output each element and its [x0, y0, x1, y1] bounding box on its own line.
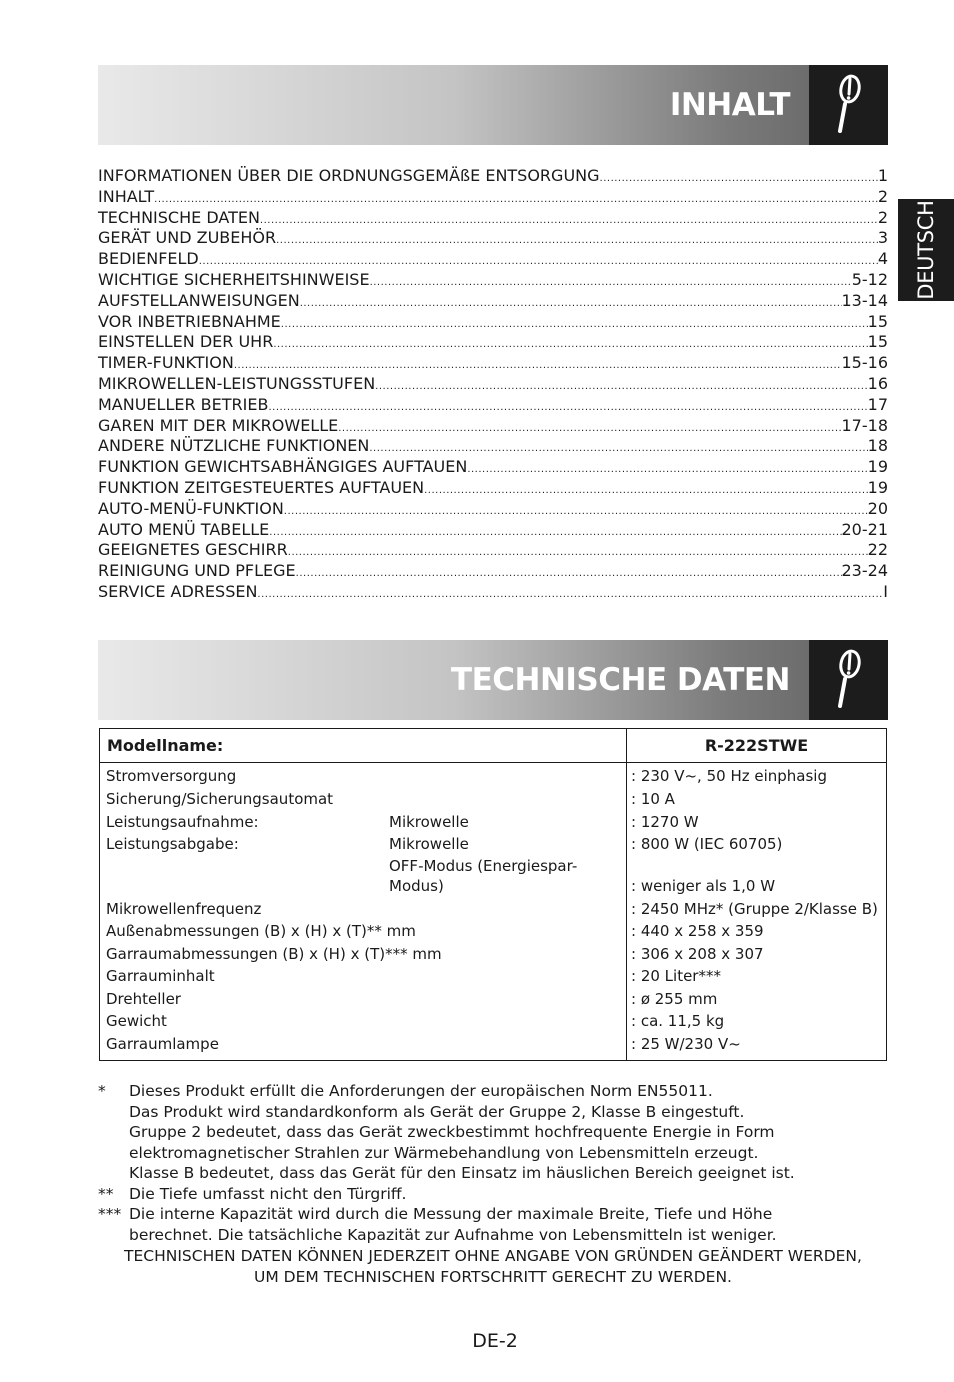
technische-daten-title: TECHNISCHE DATEN	[450, 662, 790, 698]
info-exclamation-icon	[809, 65, 888, 145]
toc-entry	[98, 457, 888, 478]
header-divider	[100, 762, 886, 763]
spec-label: Gewicht	[106, 1012, 167, 1030]
toc-entry-label: WICHTIGE SICHERHEITSHINWEISE	[98, 269, 370, 289]
toc-leader-dots	[424, 481, 868, 502]
toc-entry-page: 2	[877, 186, 888, 206]
footnote	[98, 1081, 888, 1184]
spec-sublabel: Mikrowelle	[389, 835, 469, 853]
spec-row	[100, 1035, 886, 1057]
toc-entry	[98, 187, 888, 208]
toc-entry-page: 20	[867, 498, 888, 518]
spec-row	[100, 857, 886, 879]
spec-value: : 230 V~, 50 Hz einphasig	[631, 767, 827, 785]
toc-entry-page: 16	[867, 373, 888, 393]
spec-sublabel: OFF-Modus (Energiespar-	[389, 857, 578, 875]
toc-entry	[98, 270, 888, 291]
toc-entry	[98, 228, 888, 249]
toc-leader-dots	[257, 585, 883, 606]
toc-entry-label: FUNKTION ZEITGESTEUERTES AUFTAUEN	[98, 477, 425, 497]
toc-leader-dots	[467, 460, 867, 481]
spec-value: : ca. 11,5 kg	[631, 1012, 725, 1030]
toc-entry	[98, 499, 888, 520]
toc-entry-page: 23-24	[841, 561, 888, 581]
footnote-line: Klasse B bedeutet, dass das Gerät für den Einsatz im häuslichen Bereich geeignet ist.	[129, 1164, 795, 1182]
language-tab	[898, 199, 954, 301]
toc-entry	[98, 561, 888, 582]
spec-value: : 306 x 208 x 307	[631, 945, 764, 963]
toc-entry	[98, 436, 888, 457]
toc-leader-dots	[284, 502, 868, 523]
footnote-line: Dieses Produkt erfüllt die Anforderungen der europäischen Norm EN55011.	[129, 1082, 713, 1100]
spec-row	[100, 967, 886, 989]
spec-label: Garrauminhalt	[106, 967, 215, 985]
spec-value: : 20 Liter***	[631, 967, 721, 985]
spec-table	[99, 728, 887, 1061]
spec-row	[100, 1012, 886, 1034]
toc-entry-label: FUNKTION GEWICHTSABHÄNGIGES AUFTAUEN	[98, 457, 468, 477]
toc-leader-dots	[288, 543, 868, 564]
toc-entry	[98, 166, 888, 187]
toc-entry-label: MANUELLER BETRIEB	[98, 394, 269, 414]
disclaimer-line: UM DEM TECHNISCHEN FORTSCHRITT GERECHT ZU WERDEN.	[254, 1267, 732, 1286]
spec-label: Drehteller	[106, 990, 181, 1008]
toc-entry-page: 13-14	[841, 290, 888, 310]
toc-leader-dots	[296, 564, 842, 585]
spec-row	[100, 877, 886, 899]
disclaimer	[98, 1246, 888, 1287]
toc-entry-page: 18	[867, 436, 888, 456]
toc-entry-label: INHALT	[98, 186, 155, 206]
info-exclamation-icon	[809, 640, 888, 720]
toc-entry	[98, 582, 888, 603]
toc-entry	[98, 353, 888, 374]
toc-entry	[98, 416, 888, 437]
spec-value: : 25 W/230 V~	[631, 1035, 741, 1053]
spec-value: : 1270 W	[631, 813, 699, 831]
spec-label: Außenabmessungen (B) x (H) x (T)** mm	[106, 922, 416, 940]
spec-sublabel: Mikrowelle	[389, 813, 469, 831]
toc-entry-page: 4	[877, 249, 888, 269]
toc-leader-dots	[375, 377, 867, 398]
toc-entry-label: INFORMATIONEN ÜBER DIE ORDNUNGSGEMÄßE ENTSORGUNG	[98, 166, 600, 185]
spec-label: Leistungsabgabe:	[106, 835, 239, 853]
toc-entry-label: SERVICE ADRESSEN	[98, 581, 258, 601]
footnote-marker: **	[98, 1184, 114, 1203]
spec-value: : 800 W (IEC 60705)	[631, 835, 783, 853]
toc-leader-dots	[269, 523, 841, 544]
spec-value: : 10 A	[631, 790, 675, 808]
spec-row	[100, 790, 886, 812]
spec-label: Mikrowellenfrequenz	[106, 900, 262, 918]
toc-entry	[98, 395, 888, 416]
toc-entry	[98, 291, 888, 312]
toc-entry-page: 2	[877, 207, 888, 227]
toc-entry-page: 15-16	[841, 353, 888, 373]
toc-entry-page: 15	[867, 332, 888, 352]
toc-entry-page: 5-12	[851, 269, 888, 289]
footnote-line: Die interne Kapazität wird durch die Messung der maximale Breite, Tiefe und Höhe	[129, 1205, 773, 1223]
footnote-line: berechnet. Die tatsächliche Kapazität zur Aufnahme von Lebensmitteln ist weniger.	[129, 1225, 777, 1244]
toc-entry-label: AUTO-MENÜ-FUNKTION	[98, 498, 284, 518]
footnote-line: Die Tiefe umfasst nicht den Türgriff.	[129, 1184, 407, 1203]
toc-entry	[98, 520, 888, 541]
table-of-contents	[98, 166, 888, 603]
footnotes	[98, 1081, 888, 1245]
toc-entry-label: AUFSTELLANWEISUNGEN	[98, 290, 300, 310]
spec-row	[100, 900, 886, 922]
toc-leader-dots	[276, 231, 878, 252]
page-number: DE-2	[472, 1330, 518, 1352]
toc-entry-label: BEDIENFELD	[98, 249, 199, 269]
spec-label: Garraumabmessungen (B) x (H) x (T)*** mm	[106, 945, 442, 963]
spec-sublabel: Modus)	[389, 877, 444, 895]
toc-leader-dots	[273, 335, 867, 356]
toc-entry-page: 19	[867, 477, 888, 497]
spec-row	[100, 835, 886, 857]
toc-leader-dots	[154, 190, 878, 211]
toc-entry-label: GEEIGNETES GESCHIRR	[98, 540, 288, 560]
spec-value: : weniger als 1,0 W	[631, 877, 776, 895]
toc-leader-dots	[300, 294, 842, 315]
toc-entry-label: REINIGUNG UND PFLEGE	[98, 561, 296, 581]
spec-value: : ø 255 mm	[631, 990, 718, 1008]
spec-label: Sicherung/Sicherungsautomat	[106, 790, 334, 808]
inhalt-header-banner	[98, 65, 888, 145]
technische-daten-header-banner	[98, 640, 888, 720]
toc-entry-label: GERÄT UND ZUBEHÖR	[98, 228, 277, 248]
spec-value: : 440 x 258 x 359	[631, 922, 764, 940]
toc-entry-page: 3	[877, 228, 888, 248]
footnote	[98, 1204, 888, 1245]
spec-row	[100, 945, 886, 967]
toc-entry-label: TIMER-FUNKTION	[98, 353, 234, 373]
toc-entry-page: 19	[867, 457, 888, 477]
footnote-line: Das Produkt wird standardkonform als Gerät der Gruppe 2, Klasse B eingestuft.	[129, 1102, 745, 1121]
spec-label: Garraumlampe	[106, 1035, 219, 1053]
toc-entry-page: I	[883, 581, 888, 601]
toc-entry	[98, 312, 888, 333]
spec-row	[100, 813, 886, 835]
toc-entry	[98, 374, 888, 395]
toc-entry	[98, 332, 888, 353]
toc-leader-dots	[370, 273, 852, 294]
toc-entry-page: 17-18	[841, 415, 888, 435]
spec-label: Stromversorgung	[106, 767, 237, 785]
toc-entry	[98, 540, 888, 561]
toc-leader-dots	[600, 169, 878, 190]
toc-entry	[98, 478, 888, 499]
disclaimer-line: TECHNISCHEN DATEN KÖNNEN JEDERZEIT OHNE ANGABE VON GRÜNDEN GEÄNDERT WERDEN,	[124, 1247, 862, 1265]
footnote-text	[129, 1204, 888, 1245]
model-label: Modellname:	[107, 736, 224, 755]
footnote-line: Gruppe 2 bedeutet, dass das Gerät zweckbestimmt hochfrequente Energie in Form	[129, 1123, 775, 1141]
toc-entry-label: TECHNISCHE DATEN	[98, 207, 260, 227]
footnote-text	[129, 1184, 888, 1205]
toc-entry-page: 22	[867, 540, 888, 560]
toc-leader-dots	[260, 211, 878, 232]
toc-entry-page: 20-21	[841, 519, 888, 539]
toc-leader-dots	[338, 419, 841, 440]
toc-entry-page: 1	[877, 166, 888, 185]
spec-value: : 2450 MHz* (Gruppe 2/Klasse B)	[631, 900, 878, 918]
toc-entry-page: 17	[867, 394, 888, 414]
toc-entry-label: EINSTELLEN DER UHR	[98, 332, 274, 352]
toc-entry	[98, 249, 888, 270]
toc-entry-label: GAREN MIT DER MIKROWELLE	[98, 415, 339, 435]
toc-entry-label: ANDERE NÜTZLICHE FUNKTIONEN	[98, 436, 370, 456]
footnote	[98, 1184, 888, 1205]
footnote-line: elektromagnetischer Strahlen zur Wärmebehandlung von Lebensmitteln erzeugt.	[129, 1143, 759, 1162]
spec-row	[100, 767, 886, 789]
inhalt-title: INHALT	[669, 87, 790, 123]
toc-leader-dots	[281, 315, 868, 336]
toc-entry-label: MIKROWELLEN-LEISTUNGSSTUFEN	[98, 373, 376, 393]
spec-label: Leistungsaufnahme:	[106, 813, 259, 831]
spec-row	[100, 990, 886, 1012]
footnote-text	[129, 1081, 888, 1184]
toc-entry-page: 15	[867, 311, 888, 331]
toc-entry-label: AUTO MENÜ TABELLE	[98, 519, 270, 539]
model-value: R-222STWE	[704, 736, 809, 755]
footnote-marker: ***	[98, 1205, 122, 1223]
toc-leader-dots	[268, 398, 867, 419]
language-tab-label: DEUTSCH	[914, 200, 938, 300]
spec-row	[100, 922, 886, 944]
toc-entry	[98, 208, 888, 229]
toc-entry-label: VOR INBETRIEBNAHME	[98, 311, 281, 331]
footnote-marker: *	[98, 1082, 106, 1100]
